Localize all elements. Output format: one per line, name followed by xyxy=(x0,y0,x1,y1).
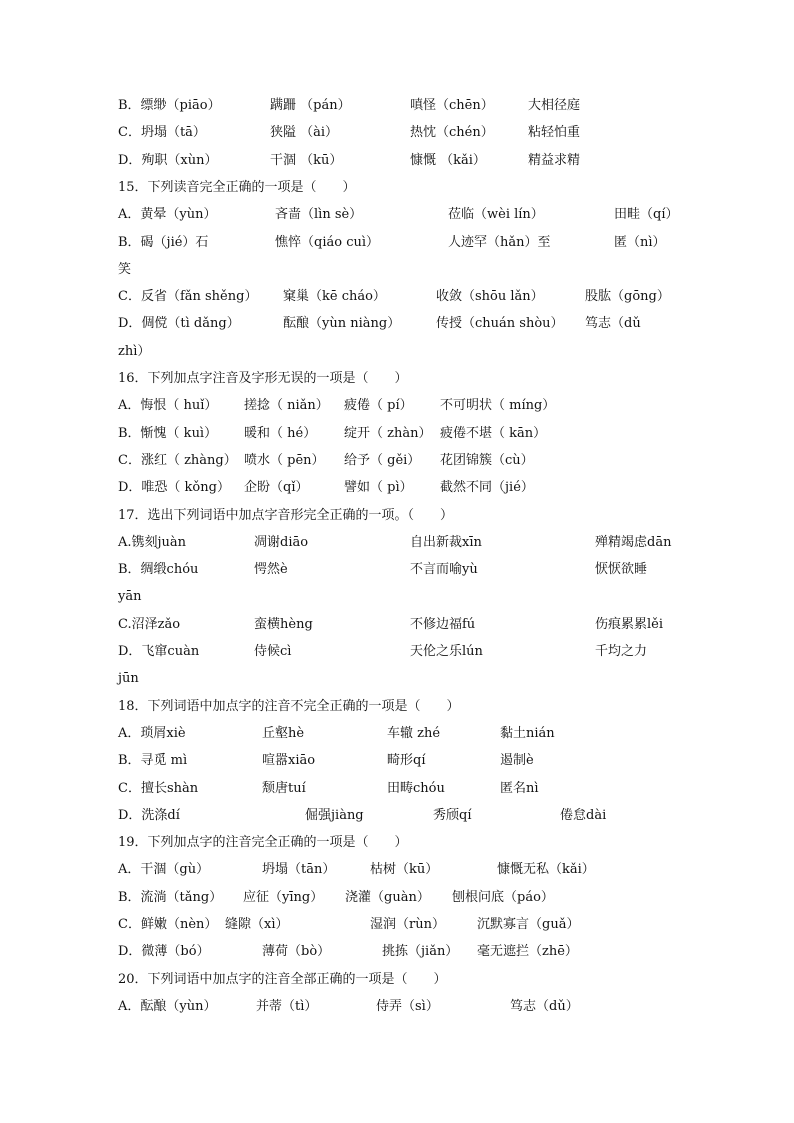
line-option-text: 人迹罕（hǎn）至 xyxy=(448,234,551,250)
text-line xyxy=(0,860,794,887)
line-option-text: 田畴chóu xyxy=(387,780,445,796)
line-lead-text: C．反省（fǎn shěng） xyxy=(118,289,258,305)
line-option-text: 匿名nì xyxy=(500,780,539,796)
line-option-text: 精益求精 xyxy=(528,152,581,168)
line-lead-text: D．微薄（bó） xyxy=(118,944,210,960)
text-line xyxy=(0,287,794,314)
text-line xyxy=(0,260,794,287)
line-option-text: 酝酿（yùn niàng） xyxy=(283,316,401,332)
line-option-text: 挑拣（jiǎn） xyxy=(382,944,459,960)
line-option-text: 不修边福fú xyxy=(410,616,476,632)
line-option-text: 股肱（gōng） xyxy=(585,289,670,305)
line-option-text: 伤痕累累lěi xyxy=(595,616,664,632)
line-lead-text: D．飞窜cuàn xyxy=(118,644,200,659)
line-option-text: 千均之力 xyxy=(595,644,648,659)
line-option-text: 蹒跚 （pán） xyxy=(270,98,351,113)
text-line xyxy=(0,642,794,669)
line-option-text: 浇灌（guàn） xyxy=(345,889,430,905)
line-option-text: 黏土nián xyxy=(500,725,555,741)
text-line xyxy=(0,669,794,696)
line-option-text: 疲倦（ pí） xyxy=(344,398,413,414)
line-option-text: 热忱（chén） xyxy=(410,125,494,141)
line-lead-text: zhì） xyxy=(118,343,151,359)
line-lead-text: 16．下列加点字注音及字形无误的一项是（ ） xyxy=(118,371,408,386)
line-lead-text: yān xyxy=(118,589,142,605)
line-option-text: 湿润（rùn） xyxy=(370,917,445,932)
line-option-text: 给予（ gěi） xyxy=(344,452,421,468)
line-lead-text: B．流淌（tǎng） xyxy=(118,889,223,905)
text-line xyxy=(0,451,794,478)
line-option-text: 毫无遮拦（zhē） xyxy=(477,944,578,960)
text-line xyxy=(0,560,794,587)
line-option-text: 刨根问底（páo） xyxy=(452,889,554,905)
text-line xyxy=(0,96,794,123)
line-option-text: 不言而喻yù xyxy=(410,562,478,578)
line-option-text: 颓唐tuí xyxy=(262,780,306,796)
line-option-text: 沉默寡言（guǎ） xyxy=(477,917,580,932)
line-option-text: 田畦（qí） xyxy=(614,207,679,223)
line-option-text: 坍塌（tān） xyxy=(262,862,336,878)
line-option-text: 窠巢（kē cháo） xyxy=(283,289,386,305)
line-lead-text: C．涨红（ zhàng） xyxy=(118,452,237,468)
line-option-text: 畸形qí xyxy=(387,753,426,769)
text-line xyxy=(0,888,794,915)
line-option-text: 匿（nì） xyxy=(614,234,666,250)
line-option-text: 不可明状（ míng） xyxy=(440,398,556,414)
line-lead-text: A.镌刻juàn xyxy=(118,534,187,550)
line-option-text: 大相径庭 xyxy=(528,98,581,113)
text-line xyxy=(0,587,794,614)
line-lead-text: C．坍塌（tā） xyxy=(118,125,206,141)
text-line xyxy=(0,942,794,969)
line-option-text: 应征（yīng） xyxy=(243,889,324,905)
line-option-text: 车辙 zhé xyxy=(387,725,441,741)
line-option-text: 遏制è xyxy=(500,753,534,769)
line-option-text: 慷慨 （kǎi） xyxy=(410,152,486,168)
line-option-text: 愕然è xyxy=(254,562,288,578)
line-option-text: 并蒂（tì） xyxy=(256,998,318,1014)
line-option-text: 丘壑hè xyxy=(262,725,305,741)
line-option-text: 倦怠dài xyxy=(560,807,607,823)
line-option-text: 暖和（ hé） xyxy=(244,425,317,441)
line-option-text: 譬如（ pì） xyxy=(344,480,413,496)
line-lead-text: B．绸缎chóu xyxy=(118,562,199,578)
text-line xyxy=(0,533,794,560)
text-line xyxy=(0,424,794,451)
line-lead-text: A．酝酿（yùn） xyxy=(118,998,217,1014)
line-option-text: 蛮横hèng xyxy=(254,616,313,632)
text-line xyxy=(0,779,794,806)
line-option-text: 嗔怪（chēn） xyxy=(410,98,494,113)
line-lead-text: 20．下列词语中加点字的注音全部正确的一项是（ ） xyxy=(118,971,447,987)
line-option-text: 干涸 （kū） xyxy=(270,152,343,168)
text-line xyxy=(0,697,794,724)
line-option-text: 枯树（kū） xyxy=(370,862,439,878)
text-line xyxy=(0,615,794,642)
line-option-text: 疲倦不堪（ kān） xyxy=(440,425,547,441)
text-line xyxy=(0,314,794,341)
line-lead-text: D．洗涤dí xyxy=(118,807,180,823)
line-option-text: 绽开（ zhàn） xyxy=(344,425,432,441)
line-lead-text: A．琐屑xiè xyxy=(118,725,186,741)
line-lead-text: 15．下列读音完全正确的一项是（ ） xyxy=(118,179,356,195)
line-lead-text: C.沼泽zǎo xyxy=(118,616,181,632)
line-option-text: 企盼（qǐ） xyxy=(244,480,309,496)
line-option-text: 凋谢diāo xyxy=(254,534,309,550)
text-line xyxy=(0,151,794,178)
text-line xyxy=(0,342,794,369)
line-option-text: 花团锦簇（cù） xyxy=(440,452,534,468)
line-lead-text: B．寻觅 mì xyxy=(118,753,188,769)
text-line xyxy=(0,915,794,942)
line-option-text: 憔悴（qiáo cuì） xyxy=(275,234,380,250)
text-line xyxy=(0,833,794,860)
line-option-text: 恹恹欲睡 xyxy=(595,562,648,578)
line-option-text: 搓捻（ niǎn） xyxy=(244,398,329,414)
line-lead-text: D．殉职（xùn） xyxy=(118,152,218,168)
line-option-text: 倔强jiàng xyxy=(305,807,364,823)
line-option-text: 殚精竭虑dān xyxy=(595,534,672,550)
line-lead-text: A．干涸（gù） xyxy=(118,862,210,878)
text-line xyxy=(0,997,794,1024)
text-line xyxy=(0,123,794,150)
text-line xyxy=(0,506,794,533)
text-line xyxy=(0,178,794,205)
line-lead-text: jūn xyxy=(118,671,139,687)
line-option-text: 截然不同（jié） xyxy=(440,480,534,496)
text-line xyxy=(0,806,794,833)
text-line xyxy=(0,751,794,778)
text-line xyxy=(0,478,794,505)
line-lead-text: 17．选出下列词语中加点字音形完全正确的一项。（ ） xyxy=(118,507,454,523)
line-option-text: 慷慨无私（kǎi） xyxy=(497,862,595,878)
line-option-text: 喷水（ pēn） xyxy=(244,452,325,468)
line-option-text: 喧嚣xiāo xyxy=(262,753,316,769)
line-option-text: 狭隘 （ài） xyxy=(270,125,339,141)
text-line xyxy=(0,205,794,232)
line-lead-text: B．惭愧（ kuì） xyxy=(118,425,218,441)
text-line xyxy=(0,369,794,396)
line-lead-text: D．倜傥（tì dǎng） xyxy=(118,316,240,332)
line-lead-text: D．唯恐（ kǒng） xyxy=(118,480,230,496)
line-option-text: 莅临（wèi lín） xyxy=(448,207,544,223)
line-option-text: 秀颀qí xyxy=(433,807,472,823)
line-option-text: 自出新裁xīn xyxy=(410,534,482,550)
line-option-text: 吝啬（lìn sè） xyxy=(275,207,363,223)
line-lead-text: 18．下列词语中加点字的注音不完全正确的一项是（ ） xyxy=(118,698,460,714)
line-lead-text: B．碣（jié）石 xyxy=(118,234,209,250)
line-option-text: 天伦之乐lún xyxy=(410,644,483,659)
text-line xyxy=(0,396,794,423)
line-lead-text: C．擅长shàn xyxy=(118,780,199,796)
line-lead-text: 19．下列加点字的注音完全正确的一项是（ ） xyxy=(118,835,408,851)
line-lead-text: C．鲜嫩（nèn） xyxy=(118,917,218,932)
line-option-text: 侍候cì xyxy=(254,644,292,659)
text-line xyxy=(0,724,794,751)
line-option-text: 笃志（dǔ xyxy=(585,316,641,332)
line-lead-text: B．缥缈（piāo） xyxy=(118,98,221,113)
line-option-text: 笃志（dǔ） xyxy=(510,998,579,1014)
line-option-text: 缝隙（xì） xyxy=(225,917,289,932)
line-option-text: 传授（chuán shòu） xyxy=(436,316,564,332)
line-option-text: 薄荷（bò） xyxy=(262,944,331,960)
line-option-text: 粘轻怕重 xyxy=(528,125,581,141)
text-line xyxy=(0,970,794,997)
text-line xyxy=(0,233,794,260)
line-lead-text: A．悔恨（ huǐ） xyxy=(118,398,218,414)
line-lead-text: 笑 xyxy=(118,261,132,277)
line-lead-text: A．黄晕（yùn） xyxy=(118,207,217,223)
line-option-text: 侍弄（sì） xyxy=(376,998,439,1014)
line-option-text: 收敛（shōu lǎn） xyxy=(436,289,544,305)
